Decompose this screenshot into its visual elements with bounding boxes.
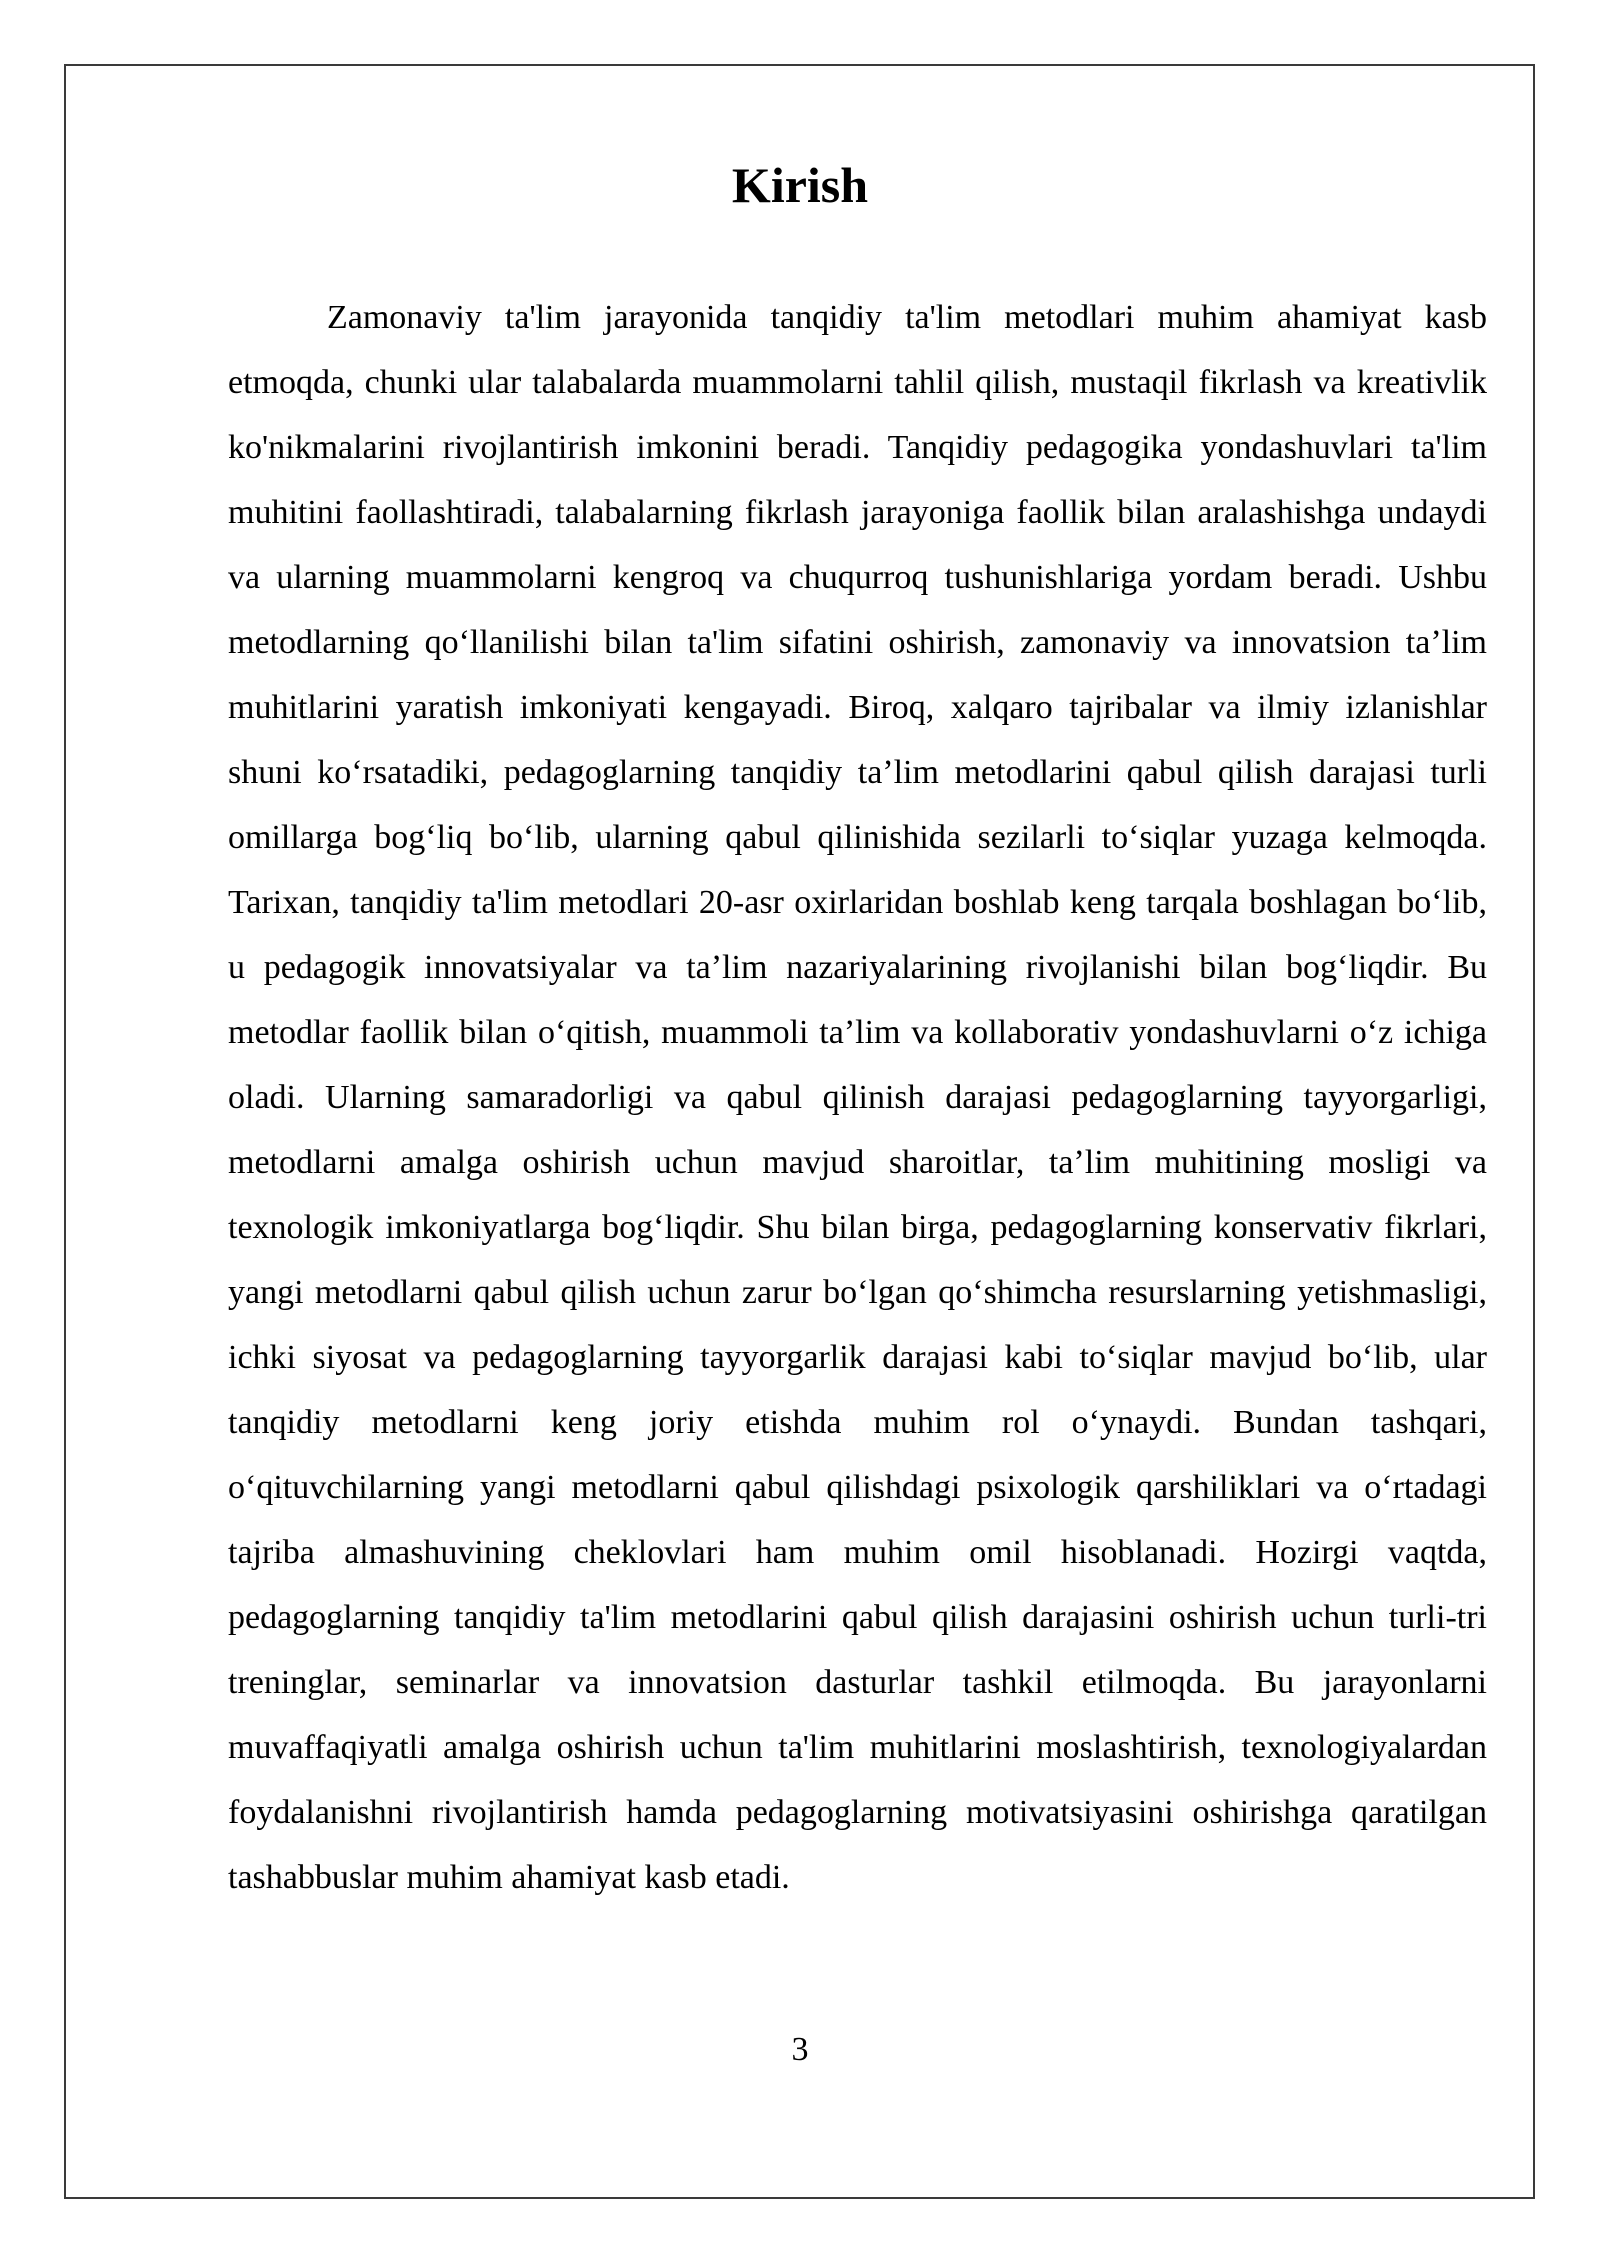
page-number: 3 [791, 2031, 809, 2068]
body-paragraph: Zamonaviy ta'lim jarayonida tanqidiy ta'lim metodlari muhim ahamiyat kasb etmoqda, chunki ular talabalarda muammolarni tahlil qilish, mustaqil fikrlash va kreativlik ko'nikmalarini rivojlantirish imkonini beradi. Tanqidiy pedagogika yondashuvlari ta'lim muhitini faollashtiradi, talabalarning fikrlash jarayoniga faollik bilan aralashishga undaydi va ularning muammolarni kengroq va chuqurroq tushunishlariga yordam beradi. Ushbu metodlarning qoʻllanilishi bilan ta'lim sifatini oshirish, zamonaviy va innovatsion taʼlim muhitlarini yaratish imkoniyati kengayadi. Biroq, xalqaro tajribalar va ilmiy izlanishlar shuni koʻrsatadiki, pedagoglarning tanqidiy taʼlim metodlarini qabul qilish darajasi turli omillarga bogʻliq boʻlib, ularning qabul qilinishida sezilarli toʻsiqlar yuzaga kelmoqda. Tarixan, tanqidiy ta'lim metodlari 20-asr oxirlaridan boshlab keng tarqala boshlagan boʻlib, u pedagogik innovatsiyalar va taʼlim nazariyalarining rivojlanishi bilan bogʻliqdir. Bu metodlar faollik bilan oʻqitish, muammoli taʼlim va kollaborativ yondashuvlarni oʻz ichiga oladi. Ularning samaradorligi va qabul qilinish darajasi pedagoglarning tayyorgarligi, metodlarni amalga oshirish uchun mavjud sharoitlar, taʼlim muhitining mosligi va texnologik imkoniyatlarga bogʻliqdir. Shu bilan birga, pedagoglarning konservativ fikrlari, yangi metodlarni qabul qilish uchun zarur boʻlgan qoʻshimcha resurslarning yetishmasligi, ichki siyosat va pedagoglarning tayyorgarlik darajasi kabi toʻsiqlar mavjud boʻlib, ular tanqidiy metodlarni keng joriy etishda muhim rol oʻynaydi. Bundan tashqari, oʻqituvchilarning yangi metodlarni qabul qilishdagi psixologik qarshiliklari va oʻrtadagi tajriba almashuvining cheklovlari ham muhim omil hisoblanadi. Hozirgi vaqtda, pedagoglarning tanqidiy ta'lim metodlarini qabul qilish darajasini oshirish uchun turli-tri treninglar, seminarlar va innovatsion dasturlar tashkil etilmoqda. Bu jarayonlarni muvaffaqiyatli amalga oshirish uchun ta'lim muhitlarini moslashtirish, texnologiyalardan foydalanishni rivojlantirish hamda pedagoglarning motivatsiyasini oshirishga qaratilgan tashabbuslar muhim ahamiyat kasb etadi. [228, 299, 1487, 1896]
page-title: Kirish [731, 157, 869, 213]
